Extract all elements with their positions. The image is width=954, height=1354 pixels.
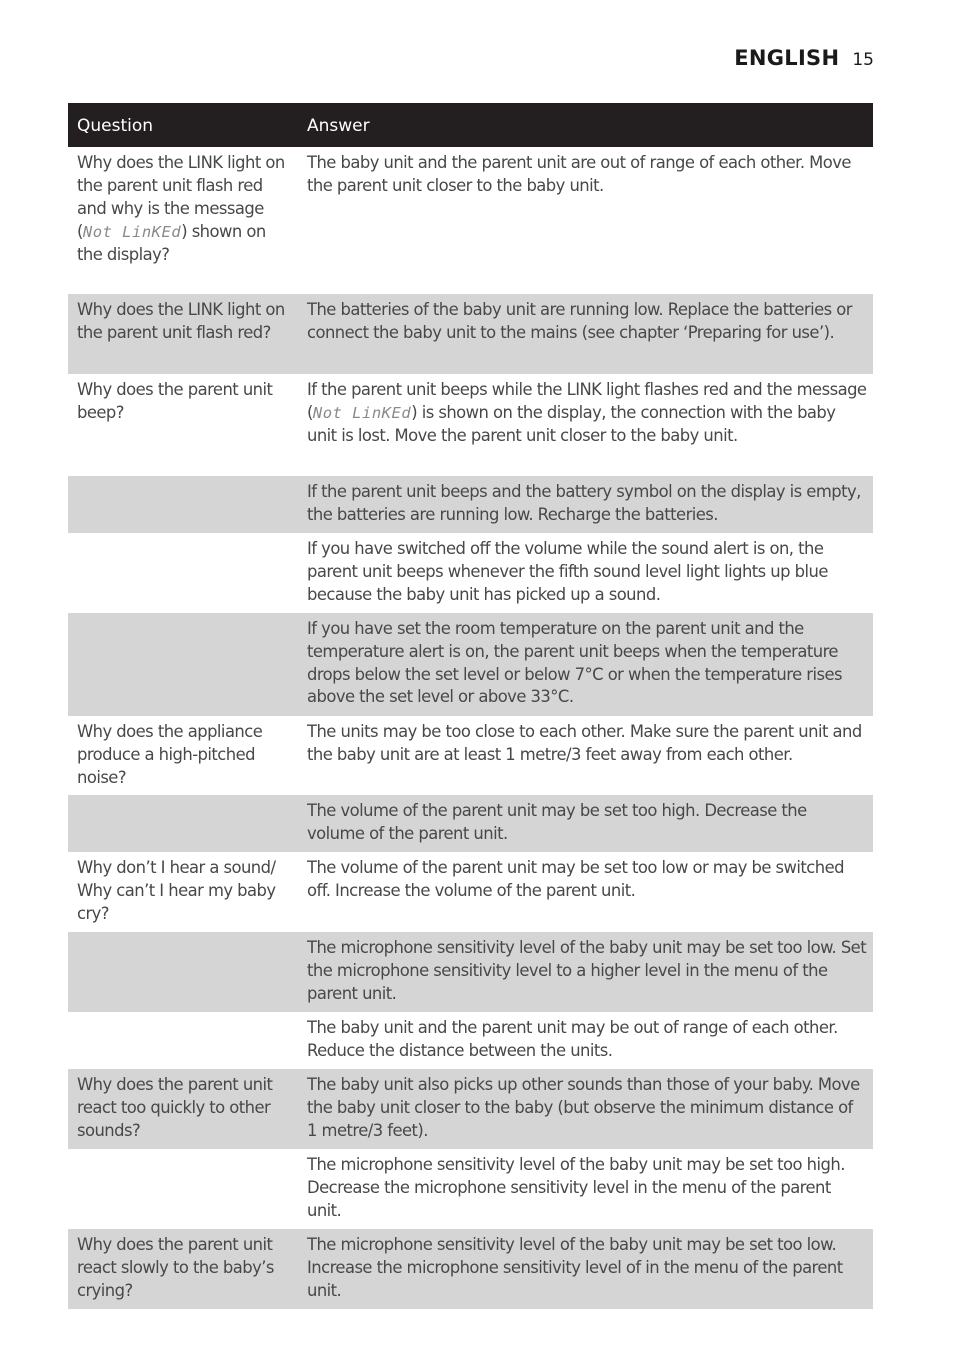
table-row: [68, 147, 873, 294]
table-row: [68, 795, 873, 852]
answer-cell: If the parent unit beeps and the battery symbol on the display is empty, the batteries are running low. Recharge the batteries.: [298, 476, 873, 533]
question-text: Why does the LINK light on the parent unit flash red and why is the message (: [77, 153, 285, 241]
question-cell: Why does the LINK light on the parent unit flash red?: [68, 294, 298, 374]
answer-cell: The baby unit also picks up other sounds than those of your baby. Move the baby unit closer to the baby (but observe the minimum distance of 1 metre/3 feet).: [298, 1069, 873, 1149]
question-cell: Why don’t I hear a sound/ Why can’t I hear my baby cry?: [77, 858, 276, 924]
question-cell: Why does the parent unit react too quickly to other sounds?: [68, 1069, 298, 1149]
table-row: [68, 294, 873, 374]
table-row: [68, 852, 873, 932]
question-cell: [68, 795, 298, 852]
table-row: [68, 1149, 873, 1229]
table-row: [68, 374, 873, 476]
question-cell: [68, 147, 298, 294]
table-row: [68, 533, 873, 613]
question-cell: [68, 1149, 298, 1229]
answer-cell: The volume of the parent unit may be set too low or may be switched off. Increase the volume of the parent unit.: [307, 858, 844, 901]
answer-cell: If you have set the room temperature on the parent unit and the temperature alert is on, the parent unit beeps when the temperature drops below the set level or below 7°C or when the temperature rises above the set level or above 33°C.: [298, 613, 873, 716]
table-row: [68, 932, 873, 1012]
table-row: [68, 1012, 873, 1069]
question-cell: [68, 1012, 298, 1069]
table-row: [68, 1229, 873, 1309]
answer-text: If the parent unit beeps while the LINK light flashes red and the message (: [307, 380, 867, 422]
answer-column-header: Answer: [298, 103, 873, 147]
question-text: ) shown on the display?: [77, 221, 266, 264]
language-label: ENGLISH: [734, 46, 840, 70]
lcd-message: Not LinKEd: [82, 222, 182, 241]
question-cell: Why does the parent unit react slowly to the baby’s crying?: [68, 1229, 298, 1309]
answer-cell: The microphone sensitivity level of the baby unit may be set too low. Increase the microphone sensitivity level of in the menu of the parent unit.: [298, 1229, 873, 1309]
answer-cell: The units may be too close to each other. Make sure the parent unit and the baby unit are at least 1 metre/3 feet away from each other.: [307, 721, 862, 764]
answer-cell: The batteries of the baby unit are running low. Replace the batteries or connect the baby unit to the mains (see chapter ‘Preparing for use’).: [298, 294, 873, 374]
answer-cell: The baby unit and the parent unit may be out of range of each other. Reduce the distance between the units.: [307, 1018, 838, 1061]
lcd-message: Not LinKEd: [312, 403, 412, 422]
question-cell: Why does the appliance produce a high-pitched noise?: [77, 721, 263, 787]
table-row: [68, 476, 873, 533]
question-cell: Why does the parent unit beep?: [77, 380, 273, 422]
question-cell: [68, 932, 298, 1012]
answer-cell: If you have switched off the volume while the sound alert is on, the parent unit beeps whenever the fifth sound level light lights up blue because the baby unit has picked up a sound.: [307, 539, 828, 604]
troubleshooting-table-wrapper: [68, 103, 873, 1309]
table-row: [68, 1069, 873, 1149]
answer-cell: The volume of the parent unit may be set too high. Decrease the volume of the parent unit.: [298, 795, 873, 852]
page-number: 15: [852, 50, 874, 70]
answer-cell: The baby unit and the parent unit are out of range of each other. Move the parent unit closer to the baby unit.: [307, 153, 851, 195]
header-row: [68, 103, 873, 147]
answer-text: ) is shown on the display, the connection with the baby unit is lost. Move the parent unit closer to the baby unit.: [307, 402, 836, 445]
question-cell: [68, 613, 298, 716]
troubleshooting-table: [68, 103, 873, 1309]
table-row: [68, 716, 873, 796]
question-cell: [68, 533, 298, 613]
question-cell: [68, 476, 298, 533]
answer-cell: [298, 374, 873, 476]
answer-cell: The microphone sensitivity level of the baby unit may be set too high. Decrease the microphone sensitivity level in the menu of the parent unit.: [307, 1154, 845, 1220]
table-row: [68, 613, 873, 716]
page-header: [734, 46, 874, 70]
answer-cell: The microphone sensitivity level of the baby unit may be set too low. Set the microphone sensitivity level to a higher level in the menu of the parent unit.: [298, 932, 873, 1012]
question-column-header: Question: [68, 103, 298, 147]
table-header: [68, 103, 873, 147]
